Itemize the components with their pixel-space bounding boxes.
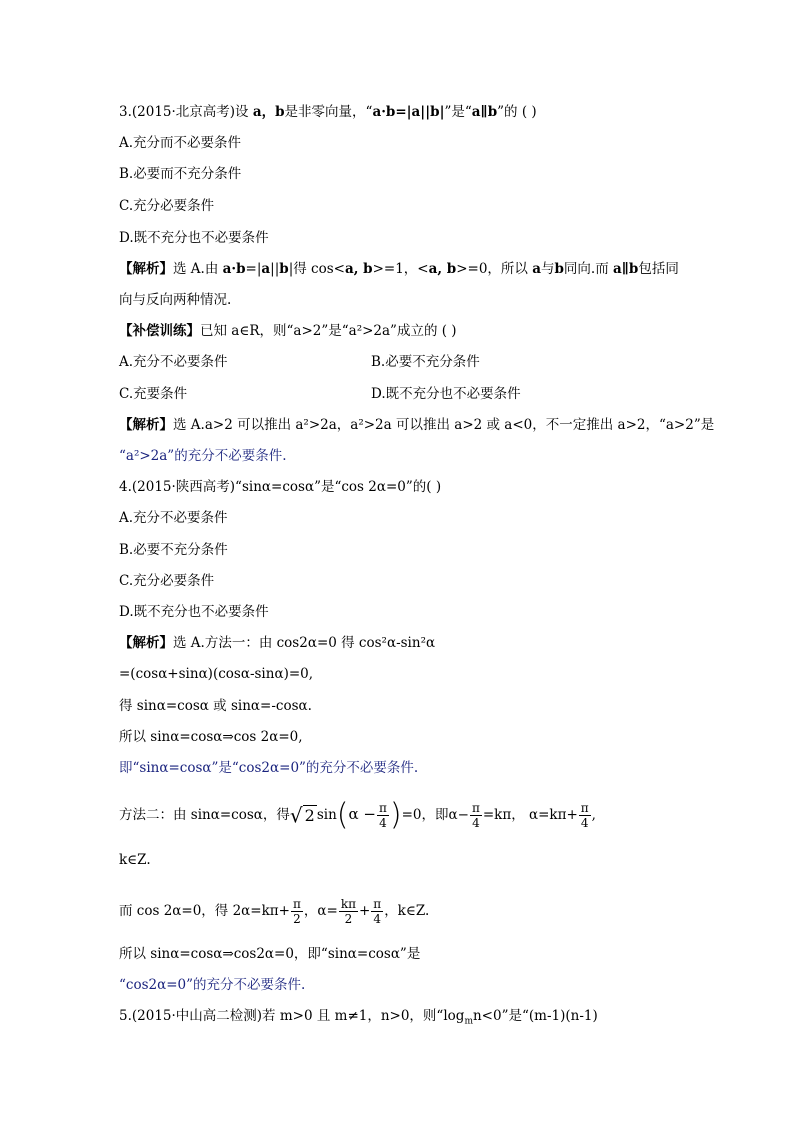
q4-option-c: C.充分必要条件 <box>119 573 215 589</box>
q4-method1-line1: 【解析】选 A.方法一：由 cos2α=0 得 cos²α-sin²α <box>119 635 436 651</box>
q4-method1-line2: =(cosα+sinα)(cosα-sinα)=0, <box>119 666 314 682</box>
q4-method1-line4: 所以 sinα=cosα⇒cos 2α=0, <box>119 729 303 745</box>
q4-option-a: A.充分不必要条件 <box>119 510 228 526</box>
kpi-over-2-fraction: $\frac{k\pi}{2}$ <box>340 897 356 926</box>
q4-stem: 4.(2015·陕西高考)“sinα=cosα”是“cos 2α=0”的( ) <box>119 479 442 495</box>
pi-over-4-fraction: $\frac{\pi}{4}$ <box>373 897 382 926</box>
sqrt-symbol: √ <box>289 803 303 828</box>
q3-option-b: B.必要而不充分条件 <box>119 166 242 182</box>
extra-solution-line2: “a²>2a”的充分不必要条件. <box>119 448 287 464</box>
extra-option-b: B.必要不充分条件 <box>371 354 480 370</box>
q4-option-b: B.必要不充分条件 <box>119 542 228 558</box>
extra-option-c: C.充要条件 <box>119 386 188 402</box>
q4-method2-line4: 所以 sinα=cosα⇒cos2α=0，即“sinα=cosα”是 <box>119 946 421 962</box>
pi-over-4-fraction: $\frac{\pi}{4}$ <box>378 801 387 830</box>
q5-stem: 5.(2015·中山高二检测)若 m>0 且 m≠1，n>0，则“$\log_mn<0$”是“(m-1)(n-1) <box>119 1008 598 1027</box>
extra-option-a: A.充分不必要条件 <box>119 354 228 370</box>
extra-option-d: D.既不充分也不必要条件 <box>371 386 521 402</box>
q4-method2-line3: 而 cos 2α=0，得 2α=kπ+ $\frac{\pi}{2}$ ，α= $\frac{k\pi}{2}$ + $\frac{\pi}{4}$ ，k∈Z. <box>119 897 430 926</box>
q4-option-d: D.既不充分也不必要条件 <box>119 604 269 620</box>
q3-option-c: C.充分必要条件 <box>119 198 215 214</box>
pi-over-4-fraction: $\frac{\pi}{4}$ <box>580 801 589 830</box>
q3-option-d: D.既不充分也不必要条件 <box>119 230 269 246</box>
extra-solution-line1: 【解析】选 A.a>2 可以推出 a²>2a，a²>2a 可以推出 a>2 或 a<0，不一定推出 a>2，“a>2”是 <box>119 417 715 433</box>
extra-stem: 【补偿训练】已知 a∈R，则“a>2”是“a²>2a”成立的 ( ) <box>119 323 457 339</box>
q3-solution-line1: 【解析】选 A.由 a·b=|a||b|得 cos<a, b>=1，<a, b>=0，所以 a与b同向.而 a∥b包括同 <box>119 261 679 277</box>
q4-method2-line2: k∈Z. <box>119 852 151 868</box>
q4-method1-line3: 得 sinα=cosα 或 sinα=-cosα. <box>119 698 312 714</box>
q4-method1-line5: 即“sinα=cosα”是“cos2α=0”的充分不必要条件. <box>119 760 419 776</box>
q3-stem: 3.(2015·北京高考)设 a，b是非零向量，“a·b=|a||b|”是“a∥b”的 ( ) <box>119 104 537 120</box>
q4-method2-line5: “cos2α=0”的充分不必要条件. <box>119 977 306 993</box>
pi-over-4-fraction: $\frac{\pi}{4}$ <box>471 801 480 830</box>
q3-solution-line2: 向与反向两种情况. <box>119 292 232 308</box>
q3-option-a: A.充分而不必要条件 <box>119 135 242 151</box>
pi-over-2-fraction: $\frac{\pi}{2}$ <box>292 897 301 926</box>
q4-method2-line1: 方法二：由 sinα=cosα，得√ 2 sin(α − $\frac{\pi}{4}$ )=0，即α− $\frac{\pi}{4}$ =kπ， α=kπ+ $\frac{\pi}{4}$ , <box>119 797 596 833</box>
